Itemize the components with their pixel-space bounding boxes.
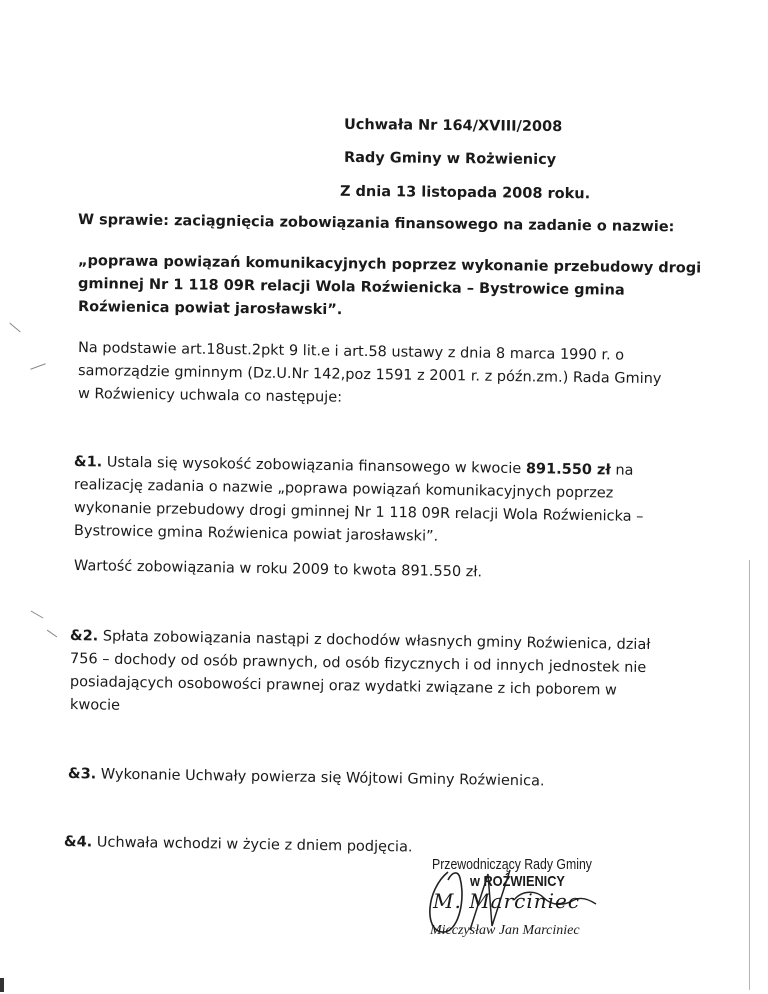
scan-mark (0, 978, 4, 992)
stamp-place: w ROŹWIENICY (470, 873, 565, 890)
scan-mark (31, 611, 44, 619)
section1-line-3: wykonanie przebudowy drogi gminnej Nr 1 118 09R relacji Wola Roźwienicka – (73, 500, 644, 525)
resolution-number: Uchwała Nr 164/XVIII/2008 (343, 116, 563, 136)
section2-text: Spłata zobowiązania nastąpi z dochodów własnych gminy Roźwienica, dział (102, 628, 651, 654)
signatory-name: Mieczysław Jan Marciniec (430, 923, 580, 938)
section2-line-4: kwocie (69, 697, 121, 714)
council-name: Rady Gminy w Rożwienicy (343, 149, 557, 169)
section4 (64, 832, 413, 857)
section1-line-4: Bystrowice gmina Roźwienica powiat jarosławski”. (73, 523, 439, 545)
section4-label: &4. (63, 834, 93, 851)
section1-text-b: na (615, 462, 634, 479)
section1-label: &1. (73, 454, 103, 471)
section1-line-2: realizację zadania o nazwie „poprawa powiązań komunikacyjnych poprzez (73, 477, 614, 502)
scan-mark (47, 630, 57, 638)
subject-intro: W sprawie: zaciągnięcia zobowiązania finansowego na zadanie o nazwie: (77, 212, 675, 236)
section3-label: &3. (67, 766, 97, 783)
section2-label: &2. (69, 628, 99, 645)
section1-amount: 891.550 zł (525, 461, 611, 479)
scan-mark (9, 323, 20, 333)
section1-text-a: Ustala się wysokość zobowiązania finansowego w kwocie (106, 454, 522, 478)
section4-text: Uchwała wchodzi w życie z dniem podjęcia. (96, 834, 413, 856)
section1-value: Wartość zobowiązania w roku 2009 to kwota 891.550 zł. (73, 558, 483, 581)
stamp-title: Przewodniczący Rady Gminy (432, 856, 592, 873)
basis-line-2: samorządzie gminnym (Dz.U.Nr 142,poz 1591 z 2001 r. z późn.zm.) Rada Gminy (77, 363, 662, 388)
section2-line-3: posiadających osobowości prawnej oraz wydatki związane z ich poborem w (69, 674, 617, 699)
section3 (68, 764, 545, 791)
subject-line-3: Roźwienica powiat jarosławski”. (77, 299, 343, 319)
basis-line-1: Na podstawie art.18ust.2pkt 9 lit.e i art.58 ustawy z dnia 8 marca 1990 r. o (77, 340, 625, 364)
handwritten-surname: M. Marciniec (433, 889, 581, 913)
scan-mark (30, 363, 45, 369)
basis-line-3: w Roźwienicy uchwala co następuje: (77, 386, 343, 406)
subject-line-2: gminnej Nr 1 118 09R relacji Wola Roźwienicka – Bystrowice gmina (77, 276, 625, 299)
section2-line-2: 756 – dochody od osób prawnych, od osób fizycznych i od innych jednostek nie (69, 651, 647, 677)
section3-text: Wykonanie Uchwały powierza się Wójtowi Gminy Roźwienica. (100, 766, 545, 790)
scan-edge-line (749, 560, 750, 990)
resolution-date: Z dnia 13 listopada 2008 roku. (339, 183, 591, 203)
subject-line-1: „poprawa powiązań komunikacyjnych poprzez wykonanie przebudowy drogi (77, 253, 702, 277)
